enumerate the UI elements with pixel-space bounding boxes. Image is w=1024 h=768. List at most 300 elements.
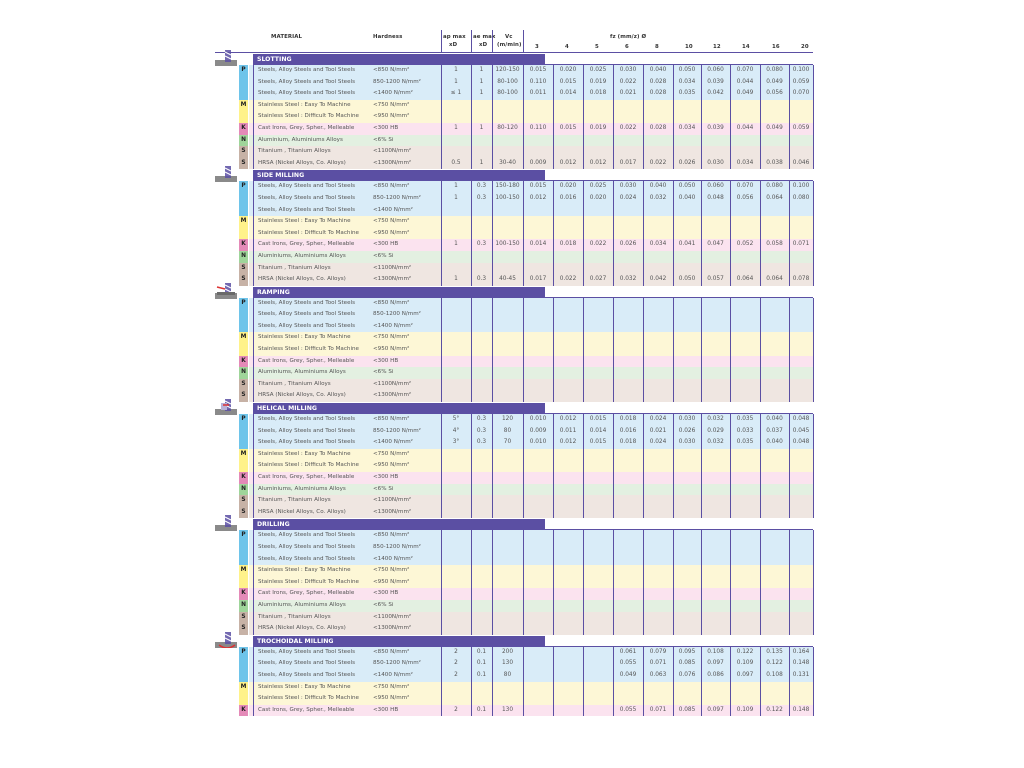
table-row — [215, 321, 813, 333]
fz-value — [553, 228, 583, 240]
ap-value — [441, 542, 471, 554]
fz-value — [701, 251, 730, 263]
fz-value: 0.050 — [678, 183, 696, 190]
section-title-row — [215, 402, 813, 414]
fz-value — [583, 309, 613, 321]
fz-value — [583, 693, 613, 705]
fz-value — [673, 111, 701, 123]
fz-value — [673, 542, 701, 554]
fz-value: 0.061 — [619, 648, 637, 655]
fz-value — [701, 484, 730, 496]
fz-value: 0.022 — [619, 124, 637, 131]
fz-value — [789, 693, 813, 705]
material-group-badge: M — [240, 218, 247, 225]
fz-value — [789, 495, 813, 507]
material-group-badge: K — [241, 474, 246, 480]
fz-value — [523, 111, 553, 123]
fz-value: 0.080 — [792, 194, 810, 201]
vc-value — [492, 449, 523, 461]
ap-value — [441, 111, 471, 123]
material-name: Aluminiums, Aluminiums Alloys — [258, 252, 346, 259]
material-name: Steels, Alloy Steels and Tool Steels — [258, 78, 356, 85]
table-row — [215, 379, 813, 391]
material-group-badge: N — [241, 369, 246, 376]
fz-value: 0.048 — [792, 416, 810, 423]
fz-value — [789, 565, 813, 577]
section-title: TROCHOIDAL MILLING — [257, 637, 334, 645]
table-row — [215, 507, 813, 519]
fz-value: 0.042 — [649, 276, 667, 283]
fz-value: 0.148 — [792, 706, 810, 713]
vc-value: 80 — [503, 427, 512, 434]
section-drilling — [215, 518, 813, 634]
material-name: Stainless Steel : Difficult To Machine — [258, 346, 359, 353]
fz-value — [701, 600, 730, 612]
vc-value: 30-40 — [499, 159, 516, 166]
fz-value: 0.032 — [707, 439, 724, 446]
table-row — [215, 367, 813, 379]
fz-value — [523, 554, 553, 566]
fz-value — [643, 146, 673, 158]
fz-value: 0.010 — [529, 439, 547, 446]
fz-value — [701, 390, 730, 402]
fz-value — [643, 356, 673, 368]
fz-value — [673, 205, 701, 217]
hardness-value: <300 HB — [373, 124, 399, 131]
ae-value — [471, 332, 492, 344]
material-name: Steels, Alloy Steels and Tool Steels — [258, 206, 356, 213]
fz-value — [673, 612, 701, 624]
hardness-value: <1400 N/mm² — [373, 206, 413, 213]
fz-value: 0.039 — [707, 124, 724, 131]
material-group-badge: P — [241, 532, 246, 539]
fz-value — [730, 530, 760, 542]
ap-value: 1 — [454, 124, 458, 131]
material-name: HRSA (Nickel Alloys, Co. Alloys) — [258, 276, 346, 283]
section-title: DRILLING — [257, 521, 290, 529]
fz-value: 0.022 — [559, 276, 577, 283]
fz-value — [701, 588, 730, 600]
section-title-row — [215, 53, 813, 65]
hardness-value: <850 N/mm² — [373, 416, 410, 423]
ae-value — [471, 577, 492, 589]
fz-value — [789, 460, 813, 472]
fz-value: 0.016 — [559, 194, 577, 201]
fz-value: 0.018 — [619, 416, 637, 423]
fz-value — [553, 216, 583, 228]
material-group-badge: S — [241, 264, 246, 271]
fz-value: 0.028 — [649, 78, 667, 85]
vc-value — [492, 600, 523, 612]
fz-value — [760, 390, 789, 402]
ap-value — [441, 135, 471, 147]
fz-value: 0.033 — [736, 427, 754, 434]
fz-value — [701, 612, 730, 624]
hardness-value: <1300N/mm² — [373, 625, 412, 632]
table-row — [215, 263, 813, 275]
fz-value: 0.035 — [736, 439, 754, 446]
vc-value: 150-180 — [495, 183, 520, 190]
hardness-value: <300 HB — [373, 241, 399, 248]
fz-value — [760, 367, 789, 379]
section-slotting — [215, 53, 813, 169]
ae-value: 0.1 — [476, 706, 487, 713]
fz-value — [701, 111, 730, 123]
fz-value — [730, 693, 760, 705]
fz-value — [613, 356, 643, 368]
ae-value — [471, 484, 492, 496]
fz-value: 0.012 — [559, 159, 577, 166]
hardness-value: <6% Si — [373, 252, 394, 259]
ae-value — [471, 228, 492, 240]
header-diameter: 20 — [801, 44, 809, 50]
fz-value — [673, 588, 701, 600]
ap-value — [441, 344, 471, 356]
material-group-badge — [239, 321, 248, 333]
fz-value: 0.032 — [649, 194, 667, 201]
fz-value — [553, 565, 583, 577]
fz-value — [553, 623, 583, 635]
fz-value — [583, 670, 613, 682]
fz-value — [523, 135, 553, 147]
ap-value: 2 — [454, 660, 458, 667]
fz-value: 0.060 — [707, 183, 724, 190]
fz-value — [643, 216, 673, 228]
vc-value — [492, 332, 523, 344]
fz-value — [760, 588, 789, 600]
material-name: Aluminiums, Aluminiums Alloys — [258, 485, 346, 492]
section-title-row — [215, 635, 813, 647]
fz-value — [553, 263, 583, 275]
ae-value — [471, 390, 492, 402]
table-row — [215, 623, 813, 635]
fz-value — [701, 263, 730, 275]
fz-value — [553, 600, 583, 612]
fz-value — [643, 298, 673, 310]
fz-value: 0.052 — [736, 241, 754, 248]
table-row — [215, 600, 813, 612]
fz-value: 0.048 — [792, 439, 810, 446]
hardness-value: <1100N/mm² — [373, 613, 412, 620]
fz-value — [613, 682, 643, 694]
fz-value — [583, 484, 613, 496]
hardness-value: <1300N/mm² — [373, 508, 412, 515]
fz-value — [789, 542, 813, 554]
fz-value — [760, 507, 789, 519]
fz-value: 0.164 — [792, 648, 810, 655]
fz-value — [583, 658, 613, 670]
fz-value: 0.064 — [766, 276, 783, 283]
ae-value: 0.1 — [476, 648, 487, 655]
fz-value — [673, 344, 701, 356]
ae-value: 1 — [479, 67, 484, 73]
material-name: Aluminiums, Aluminiums Alloys — [258, 601, 346, 608]
hardness-value: 850-1200 N/mm² — [373, 543, 421, 550]
table-row — [215, 484, 813, 496]
fz-value — [760, 356, 789, 368]
section-trochoidal-milling — [215, 635, 813, 717]
fz-value: 0.135 — [766, 648, 783, 655]
fz-value — [701, 693, 730, 705]
fz-value — [583, 135, 613, 147]
fz-value: 0.109 — [736, 660, 754, 667]
fz-value — [613, 507, 643, 519]
material-name: Stainless Steel : Easy To Machine — [258, 567, 351, 574]
fz-value — [553, 251, 583, 263]
table-row — [215, 472, 813, 484]
fz-value — [730, 495, 760, 507]
fz-value — [613, 146, 643, 158]
material-name: Steels, Alloy Steels and Tool Steels — [258, 311, 356, 318]
fz-value — [673, 623, 701, 635]
fz-value — [701, 228, 730, 240]
hardness-value: <1300N/mm² — [373, 392, 412, 399]
fz-value — [613, 100, 643, 112]
fz-value — [553, 309, 583, 321]
fz-value — [553, 670, 583, 682]
ap-value: 5° — [452, 416, 460, 423]
fz-value — [523, 344, 553, 356]
fz-value — [643, 565, 673, 577]
fz-value — [730, 111, 760, 123]
material-group-badge — [239, 426, 248, 438]
material-name: Steels, Alloy Steels and Tool Steels — [258, 543, 356, 550]
material-name: Cast Irons, Grey, Spher., Melleable — [258, 590, 355, 597]
fz-value — [523, 588, 553, 600]
table-row — [215, 146, 813, 158]
ae-value — [471, 146, 492, 158]
material-name: HRSA (Nickel Alloys, Co. Alloys) — [258, 625, 346, 632]
fz-value: 0.034 — [678, 124, 696, 131]
fz-value — [613, 390, 643, 402]
ae-value — [471, 205, 492, 217]
table-row — [215, 158, 813, 170]
fz-value: 0.011 — [559, 427, 577, 434]
material-name: Stainless Steel : Difficult To Machine — [258, 462, 359, 469]
section-title: SLOTTING — [257, 56, 292, 63]
table-row — [215, 682, 813, 694]
fz-value — [760, 449, 789, 461]
fz-value — [673, 332, 701, 344]
fz-value: 0.055 — [619, 660, 637, 667]
fz-value — [730, 344, 760, 356]
material-name: HRSA (Nickel Alloys, Co. Alloys) — [258, 159, 346, 166]
vc-value — [492, 484, 523, 496]
fz-value — [760, 600, 789, 612]
fz-value — [583, 623, 613, 635]
fz-value: 0.032 — [707, 416, 724, 423]
material-name: Cast Irons, Grey, Spher., Melleable — [258, 241, 355, 248]
fz-value: 0.026 — [619, 241, 637, 248]
fz-value: 0.055 — [619, 706, 637, 713]
fz-value: 0.020 — [559, 183, 577, 190]
fz-value — [789, 100, 813, 112]
ap-value: 1 — [454, 78, 458, 85]
fz-value — [553, 495, 583, 507]
fz-value: 0.026 — [678, 427, 696, 434]
fz-value: 0.071 — [792, 241, 810, 248]
hardness-value: <300 HB — [373, 357, 399, 364]
material-name: Aluminiums, Aluminiums Alloys — [258, 369, 346, 376]
fz-value — [643, 542, 673, 554]
table-row — [215, 565, 813, 577]
fz-value: 0.018 — [589, 90, 607, 97]
fz-value — [673, 100, 701, 112]
fz-value — [583, 228, 613, 240]
fz-value — [673, 367, 701, 379]
table-row — [215, 705, 813, 717]
fz-value — [523, 321, 553, 333]
fz-value: 0.042 — [707, 90, 724, 97]
fz-value: 0.060 — [707, 67, 724, 73]
material-name: Steels, Alloy Steels and Tool Steels — [258, 183, 356, 190]
ap-value — [441, 367, 471, 379]
material-name: HRSA (Nickel Alloys, Co. Alloys) — [258, 392, 346, 399]
fz-value: 0.076 — [678, 671, 696, 678]
ap-value — [441, 507, 471, 519]
fz-value — [789, 263, 813, 275]
ap-value: 1 — [454, 183, 458, 190]
hardness-value: <750 N/mm² — [373, 450, 410, 457]
ae-value — [471, 344, 492, 356]
fz-value — [583, 507, 613, 519]
fz-value — [523, 670, 553, 682]
hardness-value: 850-1200 N/mm² — [373, 660, 421, 667]
fz-value — [789, 135, 813, 147]
fz-value — [730, 216, 760, 228]
fz-value — [553, 460, 583, 472]
fz-value — [760, 472, 789, 484]
material-group-badge — [239, 670, 248, 682]
material-name: Steels, Alloy Steels and Tool Steels — [258, 427, 356, 434]
fz-value: 0.009 — [529, 159, 547, 166]
fz-value: 0.059 — [792, 78, 810, 85]
ap-value: 1 — [454, 276, 458, 283]
ae-value — [471, 263, 492, 275]
table-row — [215, 588, 813, 600]
fz-value: 0.030 — [678, 439, 696, 446]
fz-value: 0.027 — [589, 276, 607, 283]
vc-value — [492, 565, 523, 577]
fz-value — [760, 100, 789, 112]
fz-value: 0.045 — [792, 427, 810, 434]
fz-value — [673, 321, 701, 333]
fz-value: 0.080 — [766, 183, 783, 190]
fz-value: 0.028 — [649, 124, 667, 131]
fz-value — [583, 367, 613, 379]
fz-value — [730, 449, 760, 461]
vc-value: 120 — [501, 416, 514, 423]
fz-value — [583, 682, 613, 694]
fz-value: 0.109 — [736, 706, 754, 713]
hardness-value: <950 N/mm² — [373, 113, 410, 120]
ap-value: 2 — [454, 671, 458, 678]
fz-value — [701, 449, 730, 461]
fz-value — [643, 332, 673, 344]
fz-value — [523, 658, 553, 670]
fz-value: 0.024 — [649, 416, 667, 423]
fz-value — [583, 100, 613, 112]
fz-value — [673, 251, 701, 263]
fz-value: 0.020 — [589, 194, 607, 201]
fz-value — [553, 390, 583, 402]
header-diameter: 12 — [713, 44, 721, 50]
fz-value — [730, 332, 760, 344]
hardness-value: <1100N/mm² — [373, 148, 412, 155]
ae-value: 0.3 — [476, 276, 487, 283]
hardness-value: <1400 N/mm² — [373, 322, 413, 329]
section-title-row — [215, 518, 813, 530]
fz-value: 0.012 — [529, 194, 547, 201]
fz-value — [643, 612, 673, 624]
fz-value: 0.019 — [589, 78, 607, 85]
hardness-value: <850 N/mm² — [373, 67, 410, 73]
fz-value — [583, 298, 613, 310]
fz-value: 0.049 — [766, 124, 783, 131]
fz-value — [701, 100, 730, 112]
vc-value — [492, 472, 523, 484]
material-group-badge: M — [240, 101, 247, 108]
material-name: Titanium , Titanium Alloys — [258, 497, 331, 504]
vc-value: 130 — [501, 660, 514, 667]
ae-value: 1 — [479, 159, 484, 166]
fz-value: 0.080 — [766, 67, 783, 73]
hardness-value: <6% Si — [373, 601, 394, 608]
fz-value: 0.038 — [766, 159, 783, 166]
fz-value — [789, 367, 813, 379]
material-group-badge — [239, 542, 248, 554]
fz-value — [523, 472, 553, 484]
material-group-badge: K — [241, 357, 246, 364]
fz-value — [673, 263, 701, 275]
fz-value — [789, 449, 813, 461]
fz-value — [760, 309, 789, 321]
fz-value: 0.025 — [589, 67, 607, 73]
material-name: Steels, Alloy Steels and Tool Steels — [258, 439, 356, 446]
ap-value: 1 — [454, 241, 458, 248]
fz-value — [760, 263, 789, 275]
fz-value: 0.017 — [529, 276, 547, 283]
hardness-value: <6% Si — [373, 136, 394, 143]
table-row — [215, 239, 813, 251]
ap-value: ≤ 1 — [450, 90, 462, 97]
hardness-value: <300 HB — [373, 474, 399, 480]
material-group-badge — [239, 309, 248, 321]
fz-value: 0.097 — [736, 671, 754, 678]
fz-value — [643, 600, 673, 612]
fz-value — [701, 344, 730, 356]
section-side-milling — [215, 169, 813, 285]
table-row — [215, 77, 813, 89]
material-group-badge: M — [240, 683, 247, 690]
fz-value: 0.040 — [649, 183, 667, 190]
fz-value — [673, 309, 701, 321]
material-group-badge: P — [241, 183, 246, 190]
ae-value — [471, 135, 492, 147]
fz-value — [730, 263, 760, 275]
fz-value — [583, 111, 613, 123]
table-row — [215, 426, 813, 438]
material-name: Stainless Steel : Easy To Machine — [258, 450, 351, 457]
fz-value — [523, 205, 553, 217]
hardness-value: <1300N/mm² — [373, 159, 412, 166]
ae-value: 0.3 — [476, 427, 487, 434]
fz-value — [523, 460, 553, 472]
vc-value — [492, 135, 523, 147]
material-group-badge: K — [241, 706, 246, 713]
fz-value — [760, 228, 789, 240]
fz-value — [789, 332, 813, 344]
